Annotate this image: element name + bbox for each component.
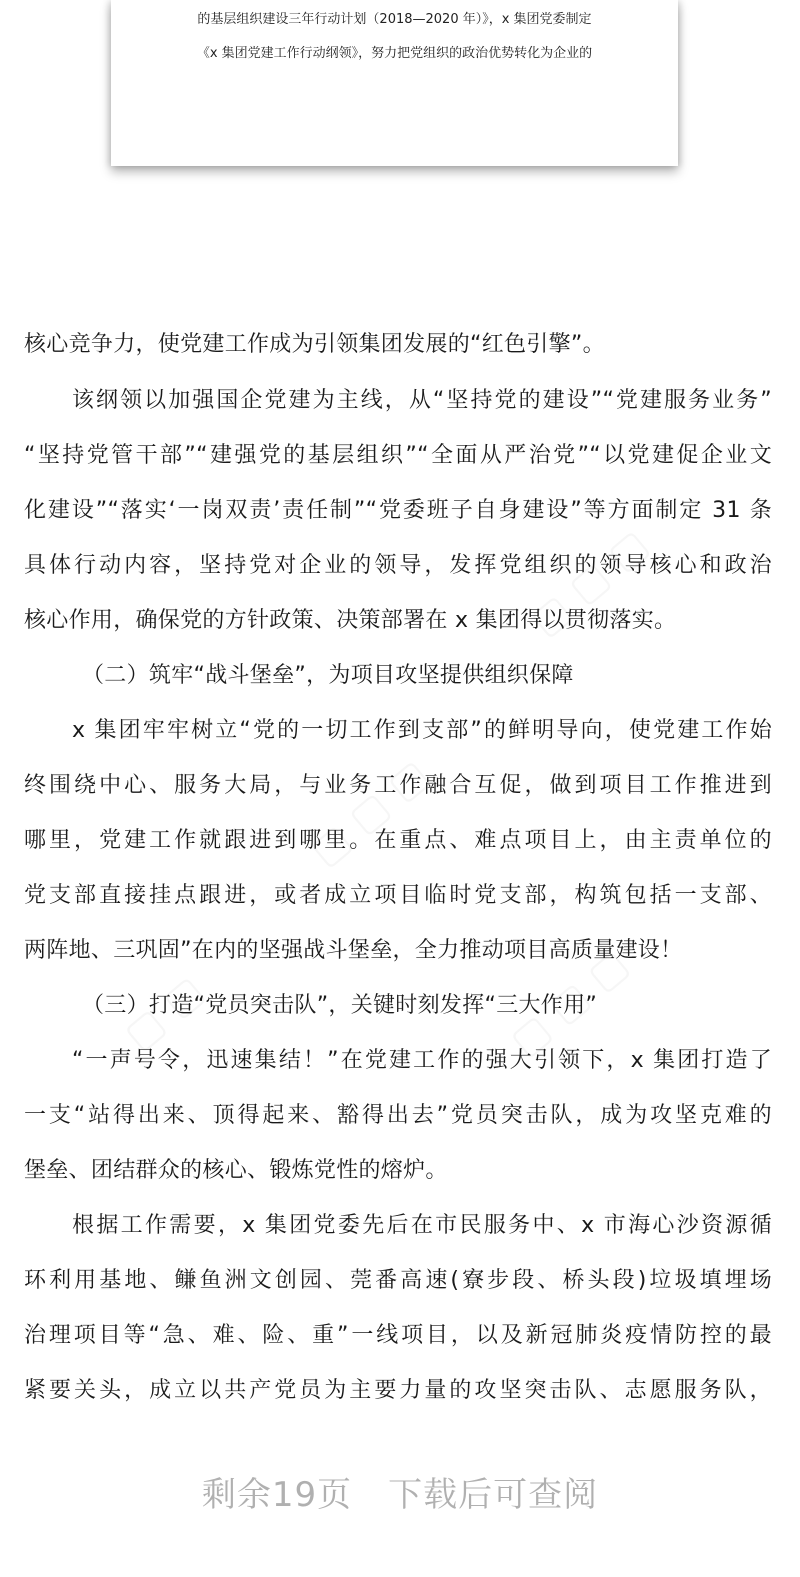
paragraph-line: 核心竞争力，使党建工作成为引领集团发展的“红色引擎”。 bbox=[24, 332, 605, 357]
paragraph-line: 党支部直接挂点跟进，或者成立项目临时党支部，构筑包括一支部、 bbox=[24, 883, 772, 908]
remaining-pages-label: 剩余19页 bbox=[201, 1475, 353, 1515]
download-to-view-label: 下载后可查阅 bbox=[388, 1475, 599, 1515]
paragraph-line: 环利用基地、鳒鱼洲文创园、莞番高速(寮步段、桥头段)垃圾填埋场 bbox=[24, 1268, 772, 1293]
section-heading: （三）打造“党员突击队”，关键时刻发挥“三大作用” bbox=[82, 993, 598, 1018]
watermark-shape bbox=[301, 751, 437, 875]
paragraph-line: 哪里，党建工作就跟进到哪里。在重点、难点项目上，由主责单位的 bbox=[24, 828, 772, 853]
paragraph-line: 根据工作需要，x 集团党委先后在市民服务中、x 市海心沙资源循 bbox=[72, 1213, 772, 1238]
download-prompt[interactable] bbox=[0, 1467, 800, 1516]
preview-line: 的基层组织建设三年行动计划（2018—2020 年）》，x 集团党委制定 bbox=[197, 12, 592, 27]
paragraph-line: 紧要关头，成立以共产党员为主要力量的攻坚突击队、志愿服务队， bbox=[24, 1378, 772, 1403]
paragraph-line: “坚持党管干部”“建强党的基层组织”“全面从严治党”“以党建促企业文 bbox=[24, 443, 772, 468]
preview-page-card bbox=[111, 0, 678, 166]
paragraph-line: 两阵地、三巩固”在内的坚强战斗堡垒，全力推动项目高质量建设！ bbox=[24, 938, 683, 963]
paragraph-line: 堡垒、团结群众的核心、锻炼党性的熔炉。 bbox=[24, 1158, 448, 1183]
paragraph-line: 具体行动内容，坚持党对企业的领导，发挥党组织的领导核心和政治 bbox=[24, 553, 772, 578]
paragraph-line: 一支“站得出来、顶得起来、豁得出去”党员突击队，成为攻坚克难的 bbox=[24, 1103, 772, 1128]
paragraph-line: 核心作用，确保党的方针政策、决策部署在 x 集团得以贯彻落实。 bbox=[24, 608, 677, 633]
paragraph-line: 终围绕中心、服务大局，与业务工作融合互促，做到项目工作推进到 bbox=[24, 773, 772, 798]
paragraph-line: x 集团牢牢树立“党的一切工作到支部”的鲜明导向，使党建工作始 bbox=[72, 718, 772, 743]
paragraph-line: “一声号令，迅速集结！”在党建工作的强大引领下，x 集团打造了 bbox=[72, 1048, 772, 1073]
paragraph-line: 治理项目等“急、难、险、重”一线项目，以及新冠肺炎疫情防控的最 bbox=[24, 1323, 772, 1348]
section-heading: （二）筑牢“战斗堡垒”，为项目攻坚提供组织保障 bbox=[82, 663, 574, 688]
preview-line: 《x 集团党建工作行动纲领》，努力把党组织的政治优势转化为企业的 bbox=[196, 46, 593, 61]
paragraph-line: 该纲领以加强国企党建为主线，从“坚持党的建设”“党建服务业务” bbox=[72, 388, 772, 413]
paragraph-line: 化建设”“落实‘一岗双责’责任制”“党委班子自身建设”等方面制定 31 条 bbox=[24, 498, 772, 523]
